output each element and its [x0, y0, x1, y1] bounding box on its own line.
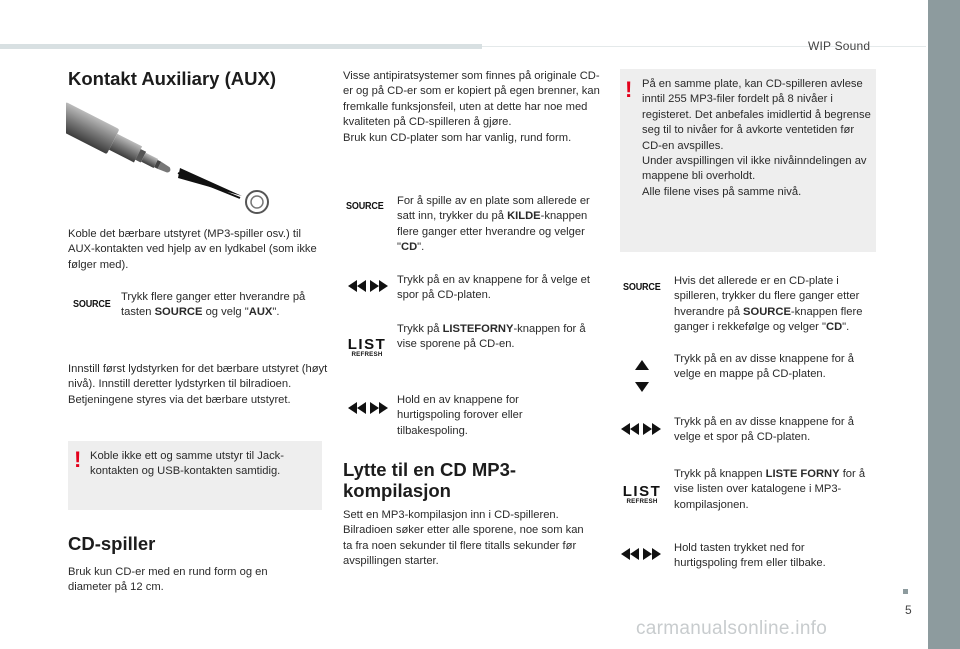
- list-refresh-icon: [619, 485, 665, 506]
- refresh-icon-label: REFRESH: [626, 498, 658, 505]
- warning-box-mp3: [620, 69, 876, 252]
- warning-text: På en samme plate, kan CD-spilleren avlese inntil 255 MP3-filer fordelt på 8 nivåer i registeret. Det anbefales imidlertid å begrense seg til to nivåer for å avkorte ventetiden før CD-en avspilles. Under avspillingen vil ikke nivåinndelingen av mappene bli overholdt. Alle filene vises på samme nivå.: [642, 78, 871, 198]
- side-tab: [928, 0, 960, 649]
- aux-volume-text: Innstill først lydstyrken for det bærbare utstyret (høyt nivå). Innstill deretter lydstyrken til bilradioen. Betjeningene styres via det bærbare utstyret.: [68, 363, 328, 406]
- mp3-intro-text: Sett en MP3-kompilasjon inn i CD-spilleren. Bilradioen søker etter alle sporene, noe som kan ta fra noen sekunder til flere titalls sekunder før avspillingen starter.: [343, 509, 584, 568]
- page-number: 5: [905, 603, 912, 617]
- page-marker: [903, 589, 908, 594]
- cd-step-track: Trykk på en av knappene for å velge et spor på CD-platen.: [397, 274, 590, 302]
- source-icon: SOURCE: [346, 200, 384, 212]
- seek-arrows-icon: [348, 402, 388, 414]
- antipiracy-text: Visse antipiratsystemer som finnes på originale CD-er og på CD-er som er kopiert på egen brenner, kan fremkalle funksjonsfeil, uten at dette har noe med kvaliteten på CD-spilleren å gjøre. Bruk kun CD-plater som har vanlig, rund form.: [343, 70, 600, 144]
- list-refresh-icon: [345, 338, 389, 359]
- warning-text: Koble ikke ett og samme utstyr til Jack-kontakten og USB-kontakten samtidig.: [90, 450, 284, 478]
- aux-instructions: Koble det bærbare utstyret (MP3-spiller osv.) til AUX-kontakten ved hjelp av en lydkabel (som ikke følger med).: [68, 228, 317, 271]
- up-down-arrows-icon: [634, 360, 650, 392]
- warning-icon: !: [74, 447, 82, 472]
- mp3-heading: Lytte til en CD MP3-kompilasjon: [343, 459, 517, 501]
- source-icon: SOURCE: [73, 298, 111, 310]
- cd-step-fastseek: Hold en av knappene for hurtigspoling forover eller tilbakespoling.: [397, 394, 523, 437]
- mp3-step-folder: Trykk på en av disse knappene for å velge en mappe på CD-platen.: [674, 353, 854, 381]
- mp3-step-track: Trykk på en av disse knappene for å velge et spor på CD-platen.: [674, 416, 854, 444]
- seek-arrows-icon: [348, 280, 388, 292]
- mp3-step-list: Trykk på knappen LISTE FORNY for å vise listen over katalogene i MP3-kompilasjonen.: [674, 468, 866, 511]
- seek-arrows-icon: [621, 423, 661, 435]
- header-rule: [0, 44, 482, 49]
- source-icon: SOURCE: [623, 281, 661, 293]
- aux-heading: Kontakt Auxiliary (AUX): [68, 68, 276, 89]
- mp3-step-play: Hvis det allerede er en CD-plate i spilleren, trykker du flere ganger etter hverandre på SOURCE-knappen flere ganger i rekkefølge og velger "CD".: [674, 275, 863, 334]
- seek-arrows-icon: [621, 548, 661, 560]
- list-icon-label: LIST: [622, 483, 662, 500]
- cd-step-list: Trykk på LISTEFORNY-knappen for å vise sporene på CD-en.: [397, 323, 586, 351]
- mp3-step-fastseek: Hold tasten trykket ned for hurtigspoling frem eller tilbake.: [674, 542, 826, 570]
- aux-step-text: Trykk flere ganger etter hverandre på tasten SOURCE og velg "AUX".: [121, 291, 306, 319]
- cd-step-play: For å spille av en plate som allerede er satt inn, trykker du på KILDE-knappen flere ganger etter hverandre og velger "CD".: [397, 195, 590, 254]
- section-label: WIP Sound: [808, 39, 871, 53]
- warning-box-aux: [68, 441, 322, 510]
- list-icon-label: LIST: [347, 336, 387, 353]
- cd-intro-text: Bruk kun CD-er med en rund form og en diameter på 12 cm.: [68, 566, 268, 594]
- audio-jack-illustration: [66, 98, 276, 218]
- watermark: carmanualsonline.info: [636, 618, 828, 639]
- refresh-icon-label: REFRESH: [351, 351, 383, 358]
- warning-icon: !: [625, 77, 633, 102]
- cd-heading: CD-spiller: [68, 533, 156, 554]
